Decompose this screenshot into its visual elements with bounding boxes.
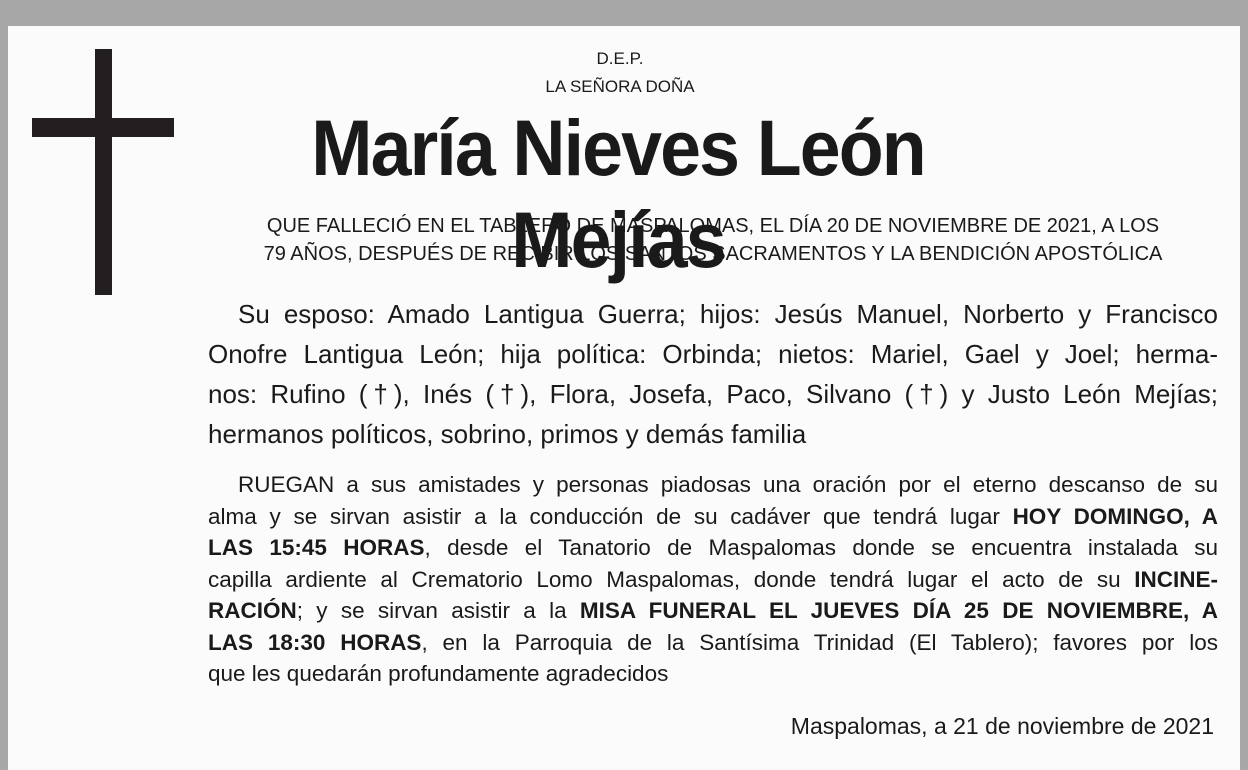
prayer-paragraph (208, 469, 1218, 690)
dep-heading: D.E.P. (596, 49, 644, 68)
prayer-line: alma y se sirvan asistir a la conducción de su cadáver que tendrá lugar HOY DOMINGO, A (208, 503, 1218, 529)
family-line: hermanos políticos, sobrino, primos y demás familia (208, 419, 807, 449)
obituary-notice (8, 26, 1240, 770)
prayer-line: RUEGAN a sus amistades y personas piadosas una oración por el eterno descanso de su (238, 472, 1218, 497)
prayer-line: LAS 18:30 HORAS, en la Parroquia de la Santísima Trinidad (El Tablero); favores por los (208, 629, 1218, 655)
title-line: LA SEÑORA DOÑA (545, 77, 695, 96)
prayer-line: LAS 15:45 HORAS, desde el Tanatorio de Maspalomas donde se encuentra instalada su (208, 535, 1218, 560)
prayer-line: RACIÓN; y se sirvan asistir a la MISA FUNERAL EL JUEVES DÍA 25 DE NOVIEMBRE, A (208, 598, 1218, 623)
place-date: Maspalomas, a 21 de noviembre de 2021 (790, 713, 1214, 739)
death-notice (208, 212, 1218, 268)
prayer-line: capilla ardiente al Crematorio Lomo Maspalomas, donde tendrá lugar el acto de su INCINE- (208, 566, 1218, 592)
death-notice-line: QUE FALLECIÓ EN EL TABLERO DE MASPALOMAS, EL DÍA 20 DE NOVIEMBRE DE 2021, A LOS (266, 215, 1160, 237)
death-notice-line: 79 AÑOS, DESPUÉS DE RECIBIR LOS SANTOS SACRAMENTOS Y LA BENDICIÓN APOSTÓLICA (263, 243, 1163, 265)
funeral-mass-text: LAS 18:30 HORAS (208, 629, 422, 655)
family-paragraph (208, 294, 1218, 454)
service-time-text: LAS 15:45 HORAS (208, 535, 425, 560)
family-line: Onofre Lantigua León; hija política: Orbinda; nietos: Mariel, Gael y Joel; herma- (208, 339, 1218, 369)
family-line: nos: Rufino (†), Inés (†), Flora, Josefa, Paco, Silvano (†) y Justo León Mejías; (208, 379, 1218, 409)
service-time-text: HOY DOMINGO, A (1012, 503, 1218, 529)
deceased-name: María Nieves León Mejías (311, 103, 925, 284)
funeral-mass-text: MISA FUNERAL EL JUEVES DÍA 25 DE NOVIEMBRE, A (579, 598, 1218, 623)
incineration-text: RACIÓN (208, 598, 297, 623)
family-line: Su esposo: Amado Lantigua Guerra; hijos: Jesús Manuel, Norberto y Francisco (238, 299, 1218, 329)
incineration-text: INCINE- (1134, 566, 1218, 592)
prayer-line: que les quedarán profundamente agradecidos (208, 661, 669, 686)
